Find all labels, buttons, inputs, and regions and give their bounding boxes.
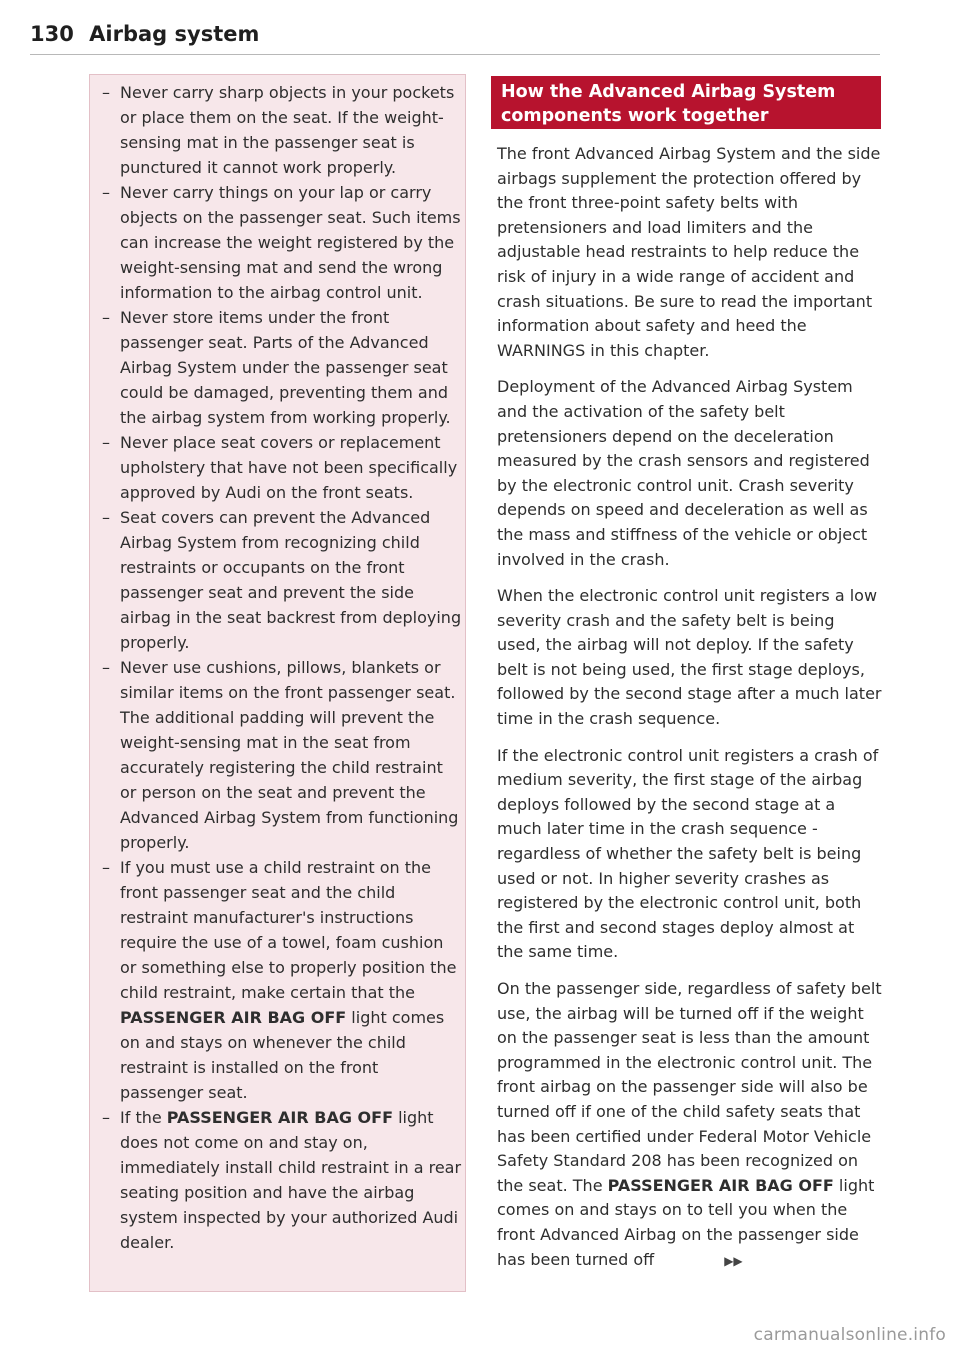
warning-item: – If you must use a child restraint on the front passenger seat and the child restraint manufacturer's instructions require the use of a towel, foam cushion or something else to properly position the child restraint, make certain that the PASSENGER AIR BAG OFF light comes on and stays on whenever the child restraint is installed on the front passenger seat. bbox=[102, 858, 457, 1102]
running-title: Airbag system bbox=[89, 22, 260, 46]
body-column bbox=[497, 142, 882, 1285]
page-number: 130 bbox=[30, 22, 74, 46]
warning-item: – Seat covers can prevent the Advanced Airbag System from recognizing child restraints or occupants on the front passenger seat and prevent the side airbag in the seat backrest from deploying properly. bbox=[102, 508, 462, 652]
watermark: carmanualsonline.info bbox=[753, 1325, 946, 1345]
warning-item: – Never use cushions, pillows, blankets or similar items on the front passenger seat. The additional padding will prevent the weight-sensing mat in the seat from accurately registering the child restraint or person on the seat and prevent the Advanced Airbag System from functioning properly. bbox=[102, 658, 459, 852]
next-page-arrow-icon: ▶▶ bbox=[724, 1253, 743, 1268]
body-paragraph: The front Advanced Airbag System and the side airbags supplement the protection offered by the front three-point safety belts with pretensioners and load limiters and the adjustable head restraints to help reduce the risk of injury in a wide range of accident and crash situations. Be sure to read the important information about safety and heed the WARNINGS in this chapter. bbox=[497, 144, 881, 360]
page-header bbox=[30, 22, 880, 46]
indicator-label: PASSENGER AIR BAG OFF bbox=[166, 1108, 393, 1127]
warning-list bbox=[102, 80, 462, 1255]
body-paragraph: Deployment of the Advanced Airbag System and the activation of the safety belt pretensioners depend on the deceleration measured by the crash sensors and registered by the electronic control unit. Crash severity depends on speed and deceleration as well as the mass and stiffness of the vehicle or object involved in the crash. bbox=[497, 377, 870, 569]
warning-item: – Never place seat covers or replacement upholstery that have not been specifically approved by Audi on the front seats. bbox=[102, 433, 458, 502]
warning-item: – Never carry sharp objects in your pockets or place them on the seat. If the weight-sensing mat in the passenger seat is punctured it cannot work properly. bbox=[102, 83, 455, 177]
body-paragraph: If the electronic control unit registers a crash of medium severity, the first stage of the airbag deploys followed by the second stage at a much later time in the crash sequence - regardless of whether the safety belt is being used or not. In higher severity crashes as registered by the electronic control unit, both the first and second stages deploy almost at the same time. bbox=[497, 745, 879, 962]
header-divider bbox=[30, 54, 880, 55]
body-paragraph: When the electronic control unit registers a low severity crash and the safety belt is being used, the airbag will not deploy. If the safety belt is not being used, the first stage deploys, followed by the second stage after a much later time in the crash sequence. bbox=[497, 586, 882, 729]
warning-item: – If the PASSENGER AIR BAG OFF light does not come on and stay on, immediately install child restraint in a rear seating position and have the airbag system inspected by your authorized Audi dealer. bbox=[102, 1108, 462, 1252]
indicator-label: PASSENGER AIR BAG OFF bbox=[120, 1008, 347, 1027]
section-heading: How the Advanced Airbag System components work together bbox=[491, 76, 881, 129]
indicator-label: PASSENGER AIR BAG OFF bbox=[607, 1175, 834, 1195]
body-paragraph: On the passenger side, regardless of safety belt use, the airbag will be turned off if the weight on the passenger seat is less than the amount programmed in the electronic control unit. The front airbag on the passenger side will also be turned off if one of the child safety seats that has been certified under Federal Motor Vehicle Safety Standard 208 has been recognized on the seat. The PASSENGER AIR BAG OFF light comes on and stays on to tell you when the front Advanced Airbag on the passenger side has been turned off ▶▶ bbox=[497, 977, 882, 1273]
warning-item: – Never carry things on your lap or carry objects on the passenger seat. Such items can increase the weight registered by the weight-sensing mat and send the wrong information to the airbag control unit. bbox=[102, 183, 461, 302]
warning-item: – Never store items under the front passenger seat. Parts of the Advanced Airbag System under the passenger seat could be damaged, preventing them and the airbag system from working properly. bbox=[102, 308, 451, 427]
